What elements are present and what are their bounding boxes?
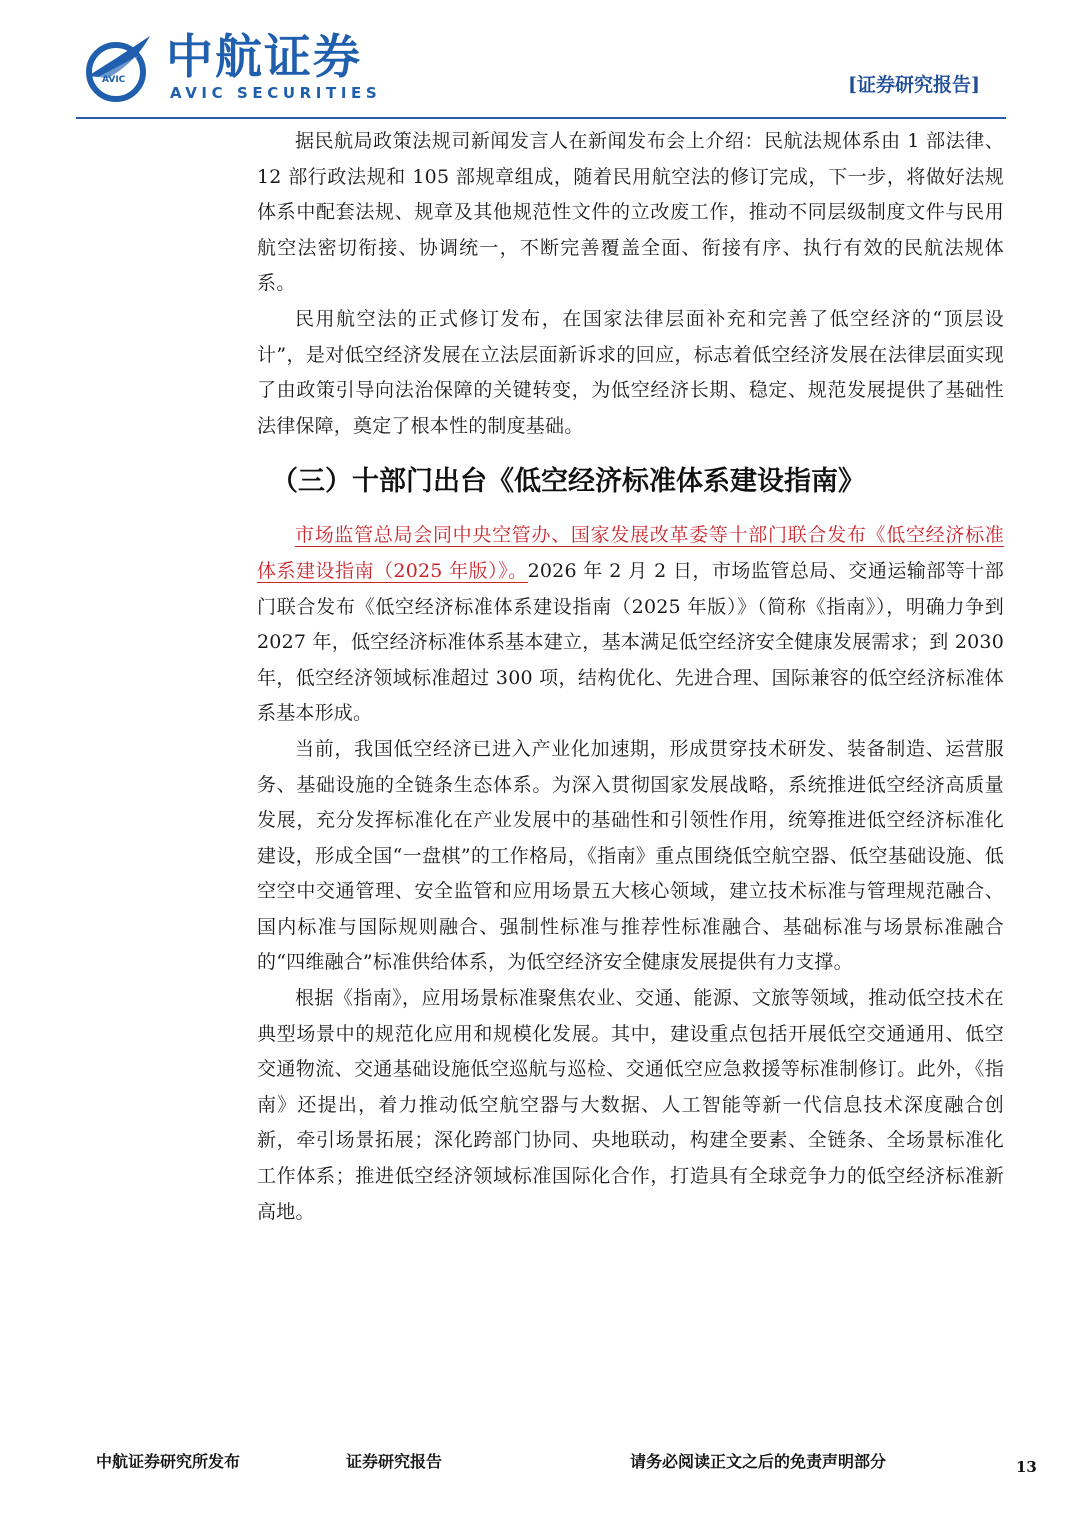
page-footer [0,1440,1080,1500]
paragraph-guideline-release-text: 2026 年 2 月 2 日，市场监管总局、交通运输部等十部门联合发布《低空经济标准体系建设指南（2025 年版）》（简称《指南》），明确力争到 2027 年，低空经济标准体系基本建立，基本满足低空经济安全健康发展需求；到 2030 年，低空经济领域标准超过 300 项，结构优化、先进合理、国际兼容的低空经济标准体系基本形成。 [257,559,1004,725]
avic-logo-icon [82,32,154,104]
footer-disclaimer: 请务必阅读正文之后的免责声明部分 [630,1452,887,1471]
report-type-label: [证券研究报告] [848,74,980,96]
brand-name-cn: 中航证券 [166,30,362,85]
paragraph-application-scenarios: 根据《指南》，应用场景标准聚焦农业、交通、能源、文旅等领域，推动低空技术在典型场景中的规范化应用和规模化发展。其中，建设重点包括开展低空交通通用、低空交通物流、交通基础设施低空巡航与巡检、交通低空应急救援等标准制修订。此外，《指南》还提出，着力推动低空航空器与大数据、人工智能等新一代信息技术深度融合创新，牵引场景拓展；深化跨部门协同、央地联动，构建全要素、全链条、全场景标准化工作体系；推进低空经济领域标准国际化合作，打造具有全球竞争力的低空经济标准新高地。 [257,987,1004,1223]
header-divider [76,117,1006,119]
paragraph-significance: 民用航空法的正式修订发布，在国家法律层面补充和完善了低空经济的“顶层设计”，是对低空经济发展在立法层面新诉求的回应，标志着低空经济发展在法律层面实现了由政策引导向法治保障的关键转变，为低空经济长期、稳定、规范发展提供了基础性法律保障，奠定了根本性的制度基础。 [257,307,1004,437]
footer-publisher: 中航证券研究所发布 [96,1452,241,1471]
section-title: （三）十部门出台《低空经济标准体系建设指南》 [271,466,865,498]
brand-name-en: AVIC SECURITIES [170,84,382,102]
highlight-sentence: 市场监管总局会同中央空管办、国家发展改革委等十部门联合发布《低空经济标准体系建设指南（2025 年版）》。 [257,524,1004,582]
footer-report-type: 证券研究报告 [346,1452,443,1471]
paragraph-guideline-release [257,518,1004,732]
page-header [0,0,1080,122]
paragraph-regulations: 据民航局政策法规司新闻发言人在新闻发布会上介绍：民航法规体系由 1 部法律、12 部行政法规和 105 部规章组成，随着民用航空法的修订完成，下一步，将做好法规体系中配套法规、规章及其他规范性文件的立改废工作，推动不同层级制度文件与民用航空法密切衔接、协调统一，不断完善覆盖全面、衔接有序、执行有效的民航法规体系。 [257,130,1004,295]
paragraph-current-status: 当前，我国低空经济已进入产业化加速期，形成贯穿技术研发、装备制造、运营服务、基础设施的全链条生态体系。为深入贯彻国家发展战略，系统推进低空经济高质量发展，充分发挥标准化在产业发展中的基础性和引领性作用，统筹推进低空经济标准化建设，形成全国“一盘棋”的工作格局，《指南》重点围绕低空航空器、低空基础设施、低空空中交通管理、安全监管和应用场景五大核心领域，建立技术标准与管理规范融合、国内标准与国际规则融合、强制性标准与推荐性标准融合、基础标准与场景标准融合的“四维融合”标准供给体系，为低空经济安全健康发展提供有力支撑。 [257,737,1004,974]
page-number: 13 [1016,1458,1037,1476]
main-content [257,124,1004,1230]
logo-mark-text: AVIC [102,75,126,85]
